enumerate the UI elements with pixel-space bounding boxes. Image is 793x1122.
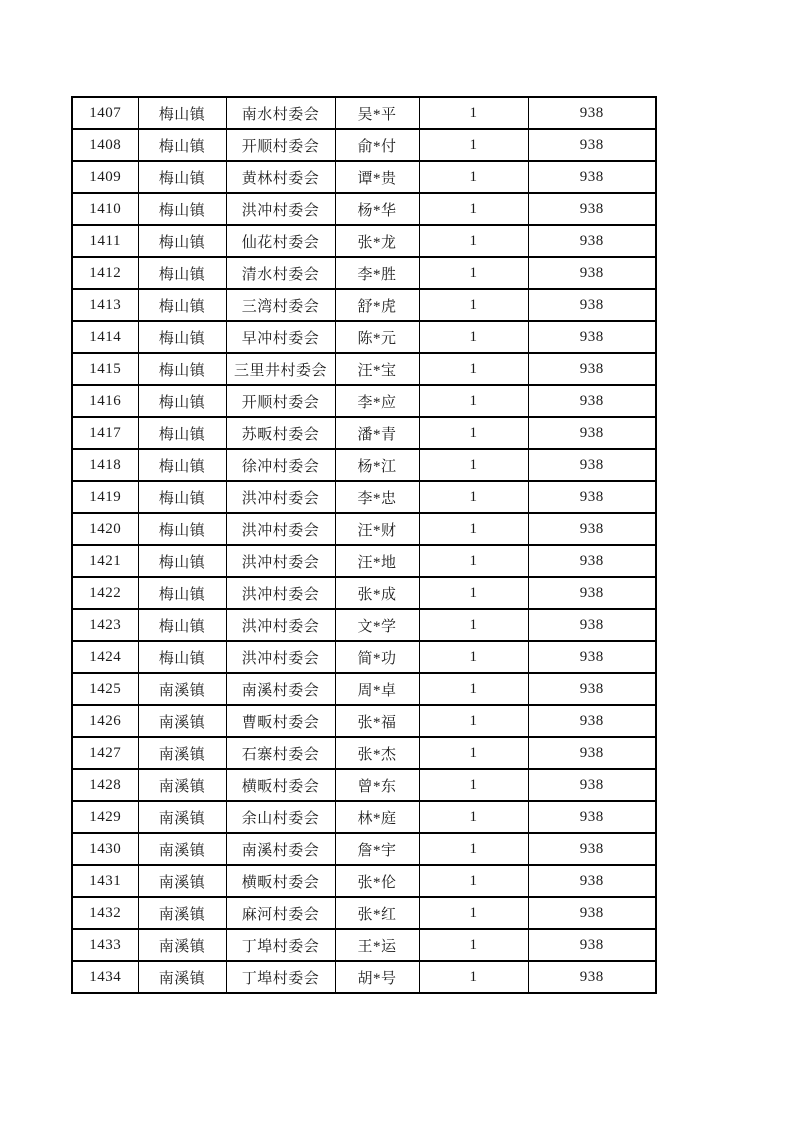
cell-id: 1425 [72, 673, 138, 705]
cell-town: 梅山镇 [138, 417, 226, 449]
cell-amount: 938 [528, 129, 656, 161]
cell-id: 1415 [72, 353, 138, 385]
cell-name: 詹*宇 [335, 833, 419, 865]
cell-name: 舒*虎 [335, 289, 419, 321]
cell-town: 梅山镇 [138, 545, 226, 577]
cell-village: 南水村委会 [226, 97, 335, 129]
cell-id: 1423 [72, 609, 138, 641]
cell-name: 汪*财 [335, 513, 419, 545]
cell-amount: 938 [528, 481, 656, 513]
cell-count: 1 [419, 353, 528, 385]
cell-name: 杨*华 [335, 193, 419, 225]
cell-town: 南溪镇 [138, 929, 226, 961]
cell-count: 1 [419, 673, 528, 705]
cell-id: 1432 [72, 897, 138, 929]
table-row [72, 257, 656, 289]
cell-count: 1 [419, 801, 528, 833]
cell-town: 梅山镇 [138, 513, 226, 545]
cell-count: 1 [419, 417, 528, 449]
cell-village: 丁埠村委会 [226, 929, 335, 961]
cell-village: 南溪村委会 [226, 673, 335, 705]
cell-village: 曹畈村委会 [226, 705, 335, 737]
cell-count: 1 [419, 257, 528, 289]
table-row [72, 417, 656, 449]
cell-village: 黄林村委会 [226, 161, 335, 193]
cell-name: 潘*青 [335, 417, 419, 449]
cell-town: 梅山镇 [138, 481, 226, 513]
table-row [72, 609, 656, 641]
cell-amount: 938 [528, 97, 656, 129]
cell-name: 简*功 [335, 641, 419, 673]
cell-name: 李*忠 [335, 481, 419, 513]
table-row [72, 961, 656, 993]
cell-amount: 938 [528, 641, 656, 673]
cell-amount: 938 [528, 609, 656, 641]
cell-id: 1433 [72, 929, 138, 961]
cell-name: 胡*号 [335, 961, 419, 993]
cell-name: 张*福 [335, 705, 419, 737]
table-row [72, 161, 656, 193]
cell-village: 洪冲村委会 [226, 641, 335, 673]
cell-amount: 938 [528, 289, 656, 321]
table-row [72, 481, 656, 513]
cell-name: 文*学 [335, 609, 419, 641]
cell-name: 李*胜 [335, 257, 419, 289]
table-row [72, 641, 656, 673]
cell-count: 1 [419, 449, 528, 481]
cell-village: 石寨村委会 [226, 737, 335, 769]
cell-town: 梅山镇 [138, 577, 226, 609]
cell-name: 曾*东 [335, 769, 419, 801]
table-row [72, 225, 656, 257]
cell-village: 南溪村委会 [226, 833, 335, 865]
cell-name: 李*应 [335, 385, 419, 417]
cell-village: 开顺村委会 [226, 129, 335, 161]
cell-count: 1 [419, 641, 528, 673]
cell-village: 洪冲村委会 [226, 193, 335, 225]
cell-name: 陈*元 [335, 321, 419, 353]
cell-id: 1429 [72, 801, 138, 833]
cell-village: 三湾村委会 [226, 289, 335, 321]
cell-amount: 938 [528, 321, 656, 353]
cell-name: 周*卓 [335, 673, 419, 705]
cell-count: 1 [419, 385, 528, 417]
cell-town: 梅山镇 [138, 129, 226, 161]
cell-id: 1412 [72, 257, 138, 289]
cell-id: 1421 [72, 545, 138, 577]
cell-village: 洪冲村委会 [226, 513, 335, 545]
cell-count: 1 [419, 481, 528, 513]
cell-amount: 938 [528, 545, 656, 577]
table-row [72, 193, 656, 225]
table-row [72, 929, 656, 961]
cell-village: 横畈村委会 [226, 865, 335, 897]
cell-town: 梅山镇 [138, 321, 226, 353]
cell-count: 1 [419, 97, 528, 129]
cell-amount: 938 [528, 385, 656, 417]
cell-village: 苏畈村委会 [226, 417, 335, 449]
cell-amount: 938 [528, 673, 656, 705]
cell-id: 1411 [72, 225, 138, 257]
cell-name: 谭*贵 [335, 161, 419, 193]
cell-count: 1 [419, 705, 528, 737]
table-row [72, 673, 656, 705]
cell-town: 南溪镇 [138, 961, 226, 993]
cell-count: 1 [419, 929, 528, 961]
cell-amount: 938 [528, 929, 656, 961]
cell-town: 梅山镇 [138, 97, 226, 129]
cell-amount: 938 [528, 513, 656, 545]
cell-count: 1 [419, 129, 528, 161]
cell-amount: 938 [528, 193, 656, 225]
table-row [72, 321, 656, 353]
cell-count: 1 [419, 513, 528, 545]
cell-village: 洪冲村委会 [226, 545, 335, 577]
cell-town: 梅山镇 [138, 257, 226, 289]
cell-count: 1 [419, 737, 528, 769]
cell-amount: 938 [528, 449, 656, 481]
table-row [72, 289, 656, 321]
cell-village: 开顺村委会 [226, 385, 335, 417]
cell-town: 梅山镇 [138, 225, 226, 257]
cell-id: 1417 [72, 417, 138, 449]
cell-village: 横畈村委会 [226, 769, 335, 801]
cell-amount: 938 [528, 161, 656, 193]
cell-id: 1416 [72, 385, 138, 417]
cell-name: 王*运 [335, 929, 419, 961]
cell-village: 洪冲村委会 [226, 577, 335, 609]
cell-amount: 938 [528, 769, 656, 801]
table-body [72, 97, 656, 993]
cell-name: 汪*宝 [335, 353, 419, 385]
cell-town: 梅山镇 [138, 609, 226, 641]
cell-town: 梅山镇 [138, 641, 226, 673]
cell-id: 1407 [72, 97, 138, 129]
cell-town: 梅山镇 [138, 449, 226, 481]
cell-count: 1 [419, 289, 528, 321]
table-row [72, 385, 656, 417]
cell-amount: 938 [528, 865, 656, 897]
cell-town: 南溪镇 [138, 865, 226, 897]
cell-name: 林*庭 [335, 801, 419, 833]
cell-village: 洪冲村委会 [226, 481, 335, 513]
table-row [72, 897, 656, 929]
cell-town: 梅山镇 [138, 353, 226, 385]
table-row [72, 449, 656, 481]
cell-count: 1 [419, 769, 528, 801]
table-row [72, 577, 656, 609]
cell-amount: 938 [528, 705, 656, 737]
cell-id: 1422 [72, 577, 138, 609]
table-row [72, 545, 656, 577]
cell-amount: 938 [528, 417, 656, 449]
cell-id: 1418 [72, 449, 138, 481]
cell-town: 梅山镇 [138, 193, 226, 225]
cell-id: 1430 [72, 833, 138, 865]
cell-village: 余山村委会 [226, 801, 335, 833]
cell-count: 1 [419, 321, 528, 353]
cell-name: 张*伦 [335, 865, 419, 897]
cell-name: 杨*江 [335, 449, 419, 481]
cell-village: 徐冲村委会 [226, 449, 335, 481]
cell-id: 1410 [72, 193, 138, 225]
table-row [72, 833, 656, 865]
cell-amount: 938 [528, 577, 656, 609]
cell-town: 南溪镇 [138, 769, 226, 801]
cell-name: 张*成 [335, 577, 419, 609]
cell-id: 1414 [72, 321, 138, 353]
cell-amount: 938 [528, 961, 656, 993]
cell-town: 梅山镇 [138, 289, 226, 321]
cell-amount: 938 [528, 897, 656, 929]
cell-count: 1 [419, 225, 528, 257]
cell-town: 南溪镇 [138, 801, 226, 833]
cell-id: 1428 [72, 769, 138, 801]
cell-town: 梅山镇 [138, 385, 226, 417]
table-row [72, 97, 656, 129]
cell-id: 1413 [72, 289, 138, 321]
cell-amount: 938 [528, 801, 656, 833]
cell-name: 张*龙 [335, 225, 419, 257]
cell-count: 1 [419, 193, 528, 225]
cell-count: 1 [419, 865, 528, 897]
cell-count: 1 [419, 577, 528, 609]
cell-village: 三里井村委会 [226, 353, 335, 385]
cell-count: 1 [419, 833, 528, 865]
cell-village: 仙花村委会 [226, 225, 335, 257]
table-row [72, 513, 656, 545]
cell-id: 1431 [72, 865, 138, 897]
cell-count: 1 [419, 161, 528, 193]
cell-amount: 938 [528, 257, 656, 289]
cell-id: 1424 [72, 641, 138, 673]
cell-id: 1427 [72, 737, 138, 769]
table-row [72, 865, 656, 897]
cell-id: 1419 [72, 481, 138, 513]
cell-town: 南溪镇 [138, 897, 226, 929]
cell-town: 南溪镇 [138, 833, 226, 865]
cell-amount: 938 [528, 833, 656, 865]
table-row [72, 801, 656, 833]
cell-id: 1420 [72, 513, 138, 545]
cell-amount: 938 [528, 353, 656, 385]
cell-name: 汪*地 [335, 545, 419, 577]
cell-village: 清水村委会 [226, 257, 335, 289]
cell-id: 1409 [72, 161, 138, 193]
cell-village: 麻河村委会 [226, 897, 335, 929]
cell-name: 张*红 [335, 897, 419, 929]
cell-village: 早冲村委会 [226, 321, 335, 353]
cell-town: 南溪镇 [138, 705, 226, 737]
cell-count: 1 [419, 961, 528, 993]
cell-count: 1 [419, 545, 528, 577]
cell-name: 吴*平 [335, 97, 419, 129]
cell-name: 俞*付 [335, 129, 419, 161]
cell-town: 南溪镇 [138, 673, 226, 705]
table-row [72, 353, 656, 385]
cell-amount: 938 [528, 225, 656, 257]
table-row [72, 129, 656, 161]
cell-count: 1 [419, 897, 528, 929]
cell-id: 1426 [72, 705, 138, 737]
cell-id: 1434 [72, 961, 138, 993]
table-row [72, 705, 656, 737]
cell-name: 张*杰 [335, 737, 419, 769]
cell-village: 洪冲村委会 [226, 609, 335, 641]
table-row [72, 737, 656, 769]
cell-town: 南溪镇 [138, 737, 226, 769]
cell-town: 梅山镇 [138, 161, 226, 193]
table-row [72, 769, 656, 801]
cell-count: 1 [419, 609, 528, 641]
cell-village: 丁埠村委会 [226, 961, 335, 993]
cell-id: 1408 [72, 129, 138, 161]
beneficiary-table [71, 96, 657, 994]
cell-amount: 938 [528, 737, 656, 769]
